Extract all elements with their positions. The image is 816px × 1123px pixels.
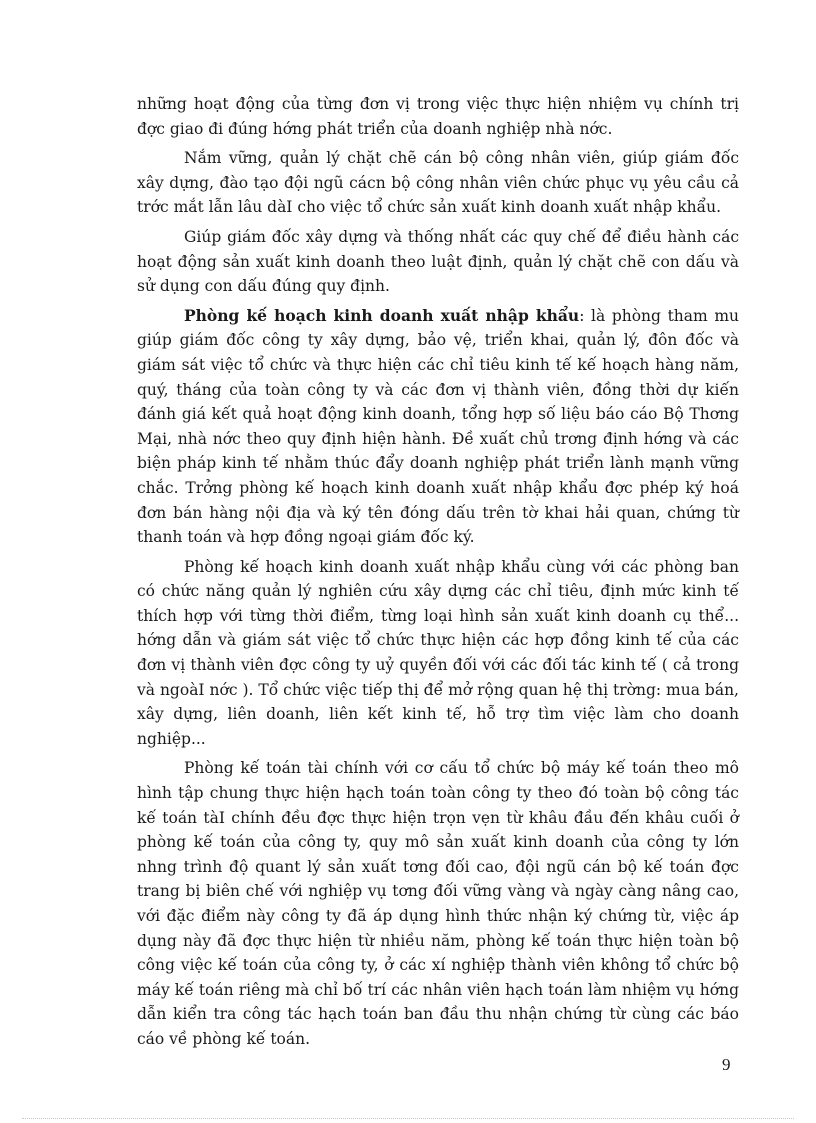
section-heading: Phòng kế hoạch kinh doanh xuất nhập khẩu <box>184 305 580 325</box>
paragraph-text: : là phòng tham mu giúp giám đốc công ty xây dựng, bảo vệ, triển khai, quản lý, đôn đốc và giám sát việc tổ chức và thực hiện các chỉ tiêu kinh tế kế hoạch hàng năm, quý, tháng của toàn công ty và các đơn vị thành viên, đồng thời dự kiến đánh giá kết quả hoạt động kinh doanh, tổng hợp số liệu báo cáo Bộ Thơng Mại, nhà nớc theo quy định hiện hành. Đề xuất chủ trơng định hớng và các biện pháp kinh tế nhằm thúc đẩy doanh nghiệp phát triển lành mạnh vững chắc. Trởng phòng kế hoạch kinh doanh xuất nhập khẩu đợc phép ký hoá đơn bán hàng nội địa và ký tên đóng dấu trên tờ khai hải quan, chứng từ thanh toán và hợp đồng ngoại giám đốc ký. <box>137 306 739 547</box>
page-number: 9 <box>722 1055 731 1074</box>
paragraph-text: những hoạt động của từng đơn vị trong việc thực hiện nhiệm vụ chính trị đợc giao đi đúng hớng phát triển của doanh nghiệp nhà nớc. <box>137 95 739 138</box>
paragraph-5 <box>137 555 739 752</box>
paragraph-text: Nắm vững, quản lý chặt chẽ cán bộ công nhân viên, giúp giám đốc xây dựng, đào tạo đội ngũ cácn bộ công nhân viên chức phục vụ yêu cầu cả trớc mắt lẫn lâu dàI cho việc tổ chức sản xuất kinh doanh xuất nhập khẩu. <box>137 149 739 217</box>
page-bottom-divider <box>22 1118 794 1119</box>
paragraph-text: Giúp giám đốc xây dựng và thống nhất các quy chế để điều hành các hoạt động sản xuất kinh doanh theo luật định, quản lý chặt chẽ con dấu và sử dụng con dấu đúng quy định. <box>137 227 739 296</box>
paragraph-1 <box>137 92 739 141</box>
paragraph-text: Phòng kế toán tài chính với cơ cấu tổ chức bộ máy kế toán theo mô hình tập chung thực hiện hạch toán toàn công ty theo đó toàn bộ công tác kế toán tàI chính đều đợc thực hiện trọn vẹn từ khâu đầu đến khâu cuối ở phòng kế toán của công ty, quy mô sản xuất kinh doanh của công ty lớn nhng trình độ quant lý sản xuất tơng đối cao, đội ngũ cán bộ kế toán đợc trang bị biên chế với nghiệp vụ tơng đối vững vàng và ngày càng nâng cao, với đặc điểm này công ty đã áp dụng hình thức nhận ký chứng từ, việc áp dụng này đã đợc thực hiện từ nhiều năm, phòng kế toán thực hiện toàn bộ công việc kế toán của công ty, ở các xí nghiệp thành viên không tổ chức bộ máy kế toán riêng mà chỉ bố trí các nhân viên hạch toán làm nhiệm vụ hớng dẫn kiển tra công tác hạch toán ban đầu thu nhận chứng từ cùng các báo cáo về phòng kế toán. <box>137 759 739 1048</box>
paragraph-2 <box>137 146 739 220</box>
paragraph-6 <box>137 756 739 1051</box>
paragraph-3 <box>137 225 739 299</box>
paragraph-4 <box>137 304 739 550</box>
document-body <box>137 92 739 1057</box>
paragraph-text: Phòng kế hoạch kinh doanh xuất nhập khẩu cùng với các phòng ban có chức năng quản lý nghiên cứu xây dựng các chỉ tiêu, định mức kinh tế thích hợp với từng thời điểm, từng loại hình sản xuất kinh doanh cụ thể... hớng dẫn và giám sát việc tổ chức thực hiện các hợp đồng kinh tế của các đơn vị thành viên đợc công ty uỷ quyền đối với các đối tác kinh tế ( cả trong và ngoàI nớc ). Tổ chức việc tiếp thị để mở rộng quan hệ thị trờng: mua bán, xây dựng, liên doanh, liên kết kinh tế, hỗ trợ tìm việc làm cho doanh nghiệp... <box>137 557 739 748</box>
